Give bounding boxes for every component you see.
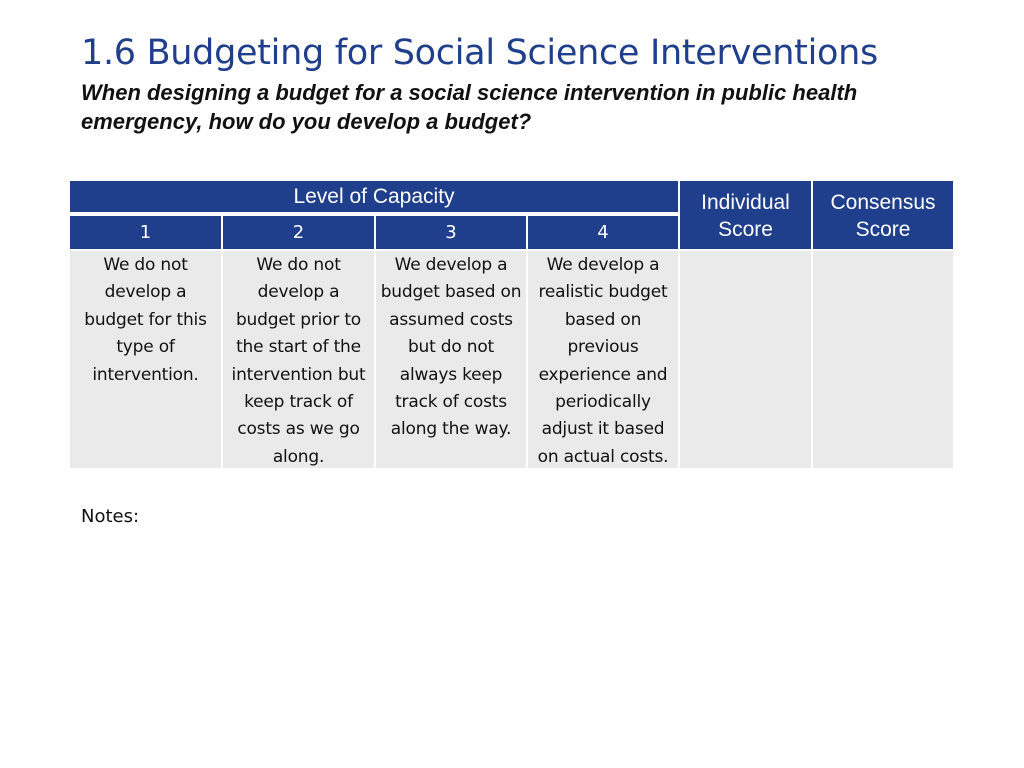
slide-question: When designing a budget for a social science intervention in public health emergency, how do you develop a budget? xyxy=(81,80,858,134)
level-3-description: We develop a budget based on assumed costs but do not always keep track of costs along the way. xyxy=(376,251,526,468)
individual-score-cell[interactable] xyxy=(680,251,811,468)
level-1-number: 1 xyxy=(70,216,221,249)
level-4-number: 4 xyxy=(528,216,678,249)
consensus-score-header: Consensus Score xyxy=(813,181,953,249)
level-3-number: 3 xyxy=(376,216,526,249)
individual-score-header: Individual Score xyxy=(680,181,811,249)
slide-title: 1.6 Budgeting for Social Science Interventions xyxy=(81,33,878,73)
level-of-capacity-header: Level of Capacity xyxy=(70,181,678,212)
notes-label: Notes: xyxy=(81,506,140,527)
level-2-number: 2 xyxy=(223,216,374,249)
level-4-description: We develop a realistic budget based on previous experience and periodically adjust it based on actual costs. xyxy=(528,251,678,468)
level-2-description: We do not develop a budget prior to the start of the intervention but keep track of costs as we go along. xyxy=(223,251,374,468)
consensus-score-cell[interactable] xyxy=(813,251,953,468)
level-1-description: We do not develop a budget for this type of intervention. xyxy=(70,251,221,468)
